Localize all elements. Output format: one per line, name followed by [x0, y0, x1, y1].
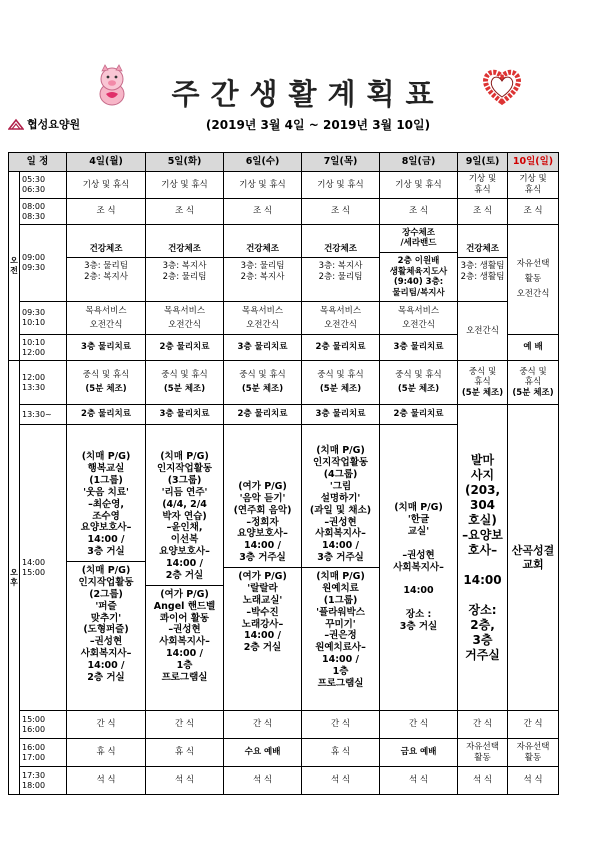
- cell-morning-sun: 자유선택 활동 오전간식: [508, 225, 559, 335]
- cell-lunch-sat: 중식 및 휴식 (5분 체조): [458, 361, 508, 405]
- cell-afternoon-wed: (여가 P/G) '음악 듣기' (연주회 음악) –정희자 요양보호사– 14:00 / 3층 거주실 (여가 P/G) '랄랄라 노래교실' –박수진 노래강사– 14:00 / 2층 거실: [224, 425, 302, 711]
- cell-bath-wed: 목욕서비스 오전간식: [224, 302, 302, 335]
- time-cell: 08:00 08:30: [20, 199, 67, 225]
- cell-exercise-fri: 장수체조 /세라밴드 2층 이원배 생활체육지도사 (9:40) 3층: 물리팀/복지사: [380, 225, 458, 302]
- cell-exercise-wed: 건강체조 3층: 물리팀 2층: 복지사: [224, 225, 302, 302]
- cell-snack-wed: 간 식: [224, 711, 302, 739]
- cell-dinner-sat: 석 식: [458, 767, 508, 795]
- org-logo: [8, 116, 80, 132]
- cell-snack-sun: 간 식: [508, 711, 559, 739]
- table-row: [9, 405, 559, 425]
- cell-dinner-mon: 석 식: [67, 767, 146, 795]
- cell-wake-fri: 기상 및 휴식: [380, 172, 458, 199]
- cell-lunch-fri: 중식 및 휴식 (5분 체조): [380, 361, 458, 405]
- column-header-sun: 10일(일): [508, 153, 559, 172]
- cell-lunch-wed: 중식 및 휴식 (5분 체조): [224, 361, 302, 405]
- time-cell: 14:00 15:00: [20, 425, 67, 711]
- cell-bath-sat: 오전간식: [458, 302, 508, 361]
- cell-physio-wed: 3층 물리치료: [224, 335, 302, 361]
- cell-snack-sat: 간 식: [458, 711, 508, 739]
- cell-wake-sun: 기상 및 휴식: [508, 172, 559, 199]
- column-header-wed: 6일(수): [224, 153, 302, 172]
- cell-afternoon-mon: (치매 P/G) 행복교실 (1그룹) '웃음 치료' –최순영, 조수영 요양보호사– 14:00 / 3층 거실 (치매 P/G) 인지작업활동 (2그룹) '퍼즐 맞추기' (도형퍼즐) –권성현 사회복지사– 14:00 / 2층 거실: [67, 425, 146, 711]
- cell-exercise-mon: 건강체조 3층: 물리팀 2층: 복지사: [67, 225, 146, 302]
- column-header-thu: 7일(목): [302, 153, 380, 172]
- cell-breakfast-tue: 조 식: [146, 199, 224, 225]
- column-header-tue: 5일(화): [146, 153, 224, 172]
- cell-physio2-tue: 3층 물리치료: [146, 405, 224, 425]
- cell-exercise-sat: 건강체조 3층: 생활팀 2층: 생활팀: [458, 225, 508, 302]
- cell-dinner-sun: 석 식: [508, 767, 559, 795]
- date-range: (2019년 3월 4일 ~ 2019년 3월 10일): [205, 118, 431, 132]
- cell-wake-wed: 기상 및 휴식: [224, 172, 302, 199]
- table-row: [9, 361, 559, 405]
- table-row: [9, 739, 559, 767]
- cell-evening-sat: 자유선택 활동: [458, 739, 508, 767]
- header-row: [9, 153, 559, 172]
- column-header-fri: 8일(금): [380, 153, 458, 172]
- cell-lunch-thu: 중식 및 휴식 (5분 체조): [302, 361, 380, 405]
- am-label: 오 전: [9, 172, 20, 361]
- cell-wake-sat: 기상 및 휴식: [458, 172, 508, 199]
- cell-physio-fri: 3층 물리치료: [380, 335, 458, 361]
- cell-exercise-thu: 건강체조 3층: 복지사 2층: 물리팀: [302, 225, 380, 302]
- cell-exercise-tue: 건강체조 3층: 복지사 2층: 물리팀: [146, 225, 224, 302]
- cell-physio2-thu: 3층 물리치료: [302, 405, 380, 425]
- time-cell: 13:30~: [20, 405, 67, 425]
- cell-lunch-sun: 중식 및 휴식 (5분 체조): [508, 361, 559, 405]
- table-row: [9, 711, 559, 739]
- cell-lunch-mon: 중식 및 휴식 (5분 체조): [67, 361, 146, 405]
- cell-snack-mon: 간 식: [67, 711, 146, 739]
- table-row: [9, 172, 559, 199]
- cell-dinner-thu: 석 식: [302, 767, 380, 795]
- column-header-mon: 4일(월): [67, 153, 146, 172]
- cell-breakfast-mon: 조 식: [67, 199, 146, 225]
- table-row: [9, 199, 559, 225]
- time-cell: 05:30 06:30: [20, 172, 67, 199]
- time-cell: 09:30 10:10: [20, 302, 67, 335]
- table-row: [9, 225, 559, 302]
- cell-physio2-fri: 2층 물리치료: [380, 405, 458, 425]
- cell-bath-thu: 목욕서비스 오전간식: [302, 302, 380, 335]
- cell-bath-fri: 목욕서비스 오전간식: [380, 302, 458, 335]
- cell-wake-thu: 기상 및 휴식: [302, 172, 380, 199]
- weekly-schedule-table: [8, 152, 559, 795]
- cell-breakfast-wed: 조 식: [224, 199, 302, 225]
- cell-breakfast-thu: 조 식: [302, 199, 380, 225]
- cell-worship-sun: 예 배: [508, 335, 559, 361]
- cell-snack-thu: 간 식: [302, 711, 380, 739]
- time-cell: 12:00 13:30: [20, 361, 67, 405]
- pig-mascot-icon: [92, 64, 132, 108]
- cell-evening-mon: 휴 식: [67, 739, 146, 767]
- time-cell: 15:00 16:00: [20, 711, 67, 739]
- org-name: 협성요양원: [27, 118, 81, 131]
- cell-bath-mon: 목욕서비스 오전간식: [67, 302, 146, 335]
- cell-evening-fri: 금요 예배: [380, 739, 458, 767]
- cell-afternoon-fri: (치매 P/G) '한글 교실' –권성현 사회복지사– 14:00 장소 : 3층 거실: [380, 425, 458, 711]
- time-cell: 09:00 09:30: [20, 225, 67, 302]
- cell-afternoon-sat: 발마 사지 (203, 304 호실) –요양보 호사– 14:00 장소: 2층, 3층 거주실: [458, 405, 508, 711]
- column-header-schedule: 일 정: [9, 153, 67, 172]
- cell-breakfast-sun: 조 식: [508, 199, 559, 225]
- cell-evening-thu: 휴 식: [302, 739, 380, 767]
- cell-dinner-wed: 석 식: [224, 767, 302, 795]
- cell-physio2-wed: 2층 물리치료: [224, 405, 302, 425]
- page-title: 주간생활계획표: [171, 77, 445, 111]
- org-logo-icon: [8, 118, 24, 130]
- column-header-sat: 9일(토): [458, 153, 508, 172]
- cell-dinner-tue: 석 식: [146, 767, 224, 795]
- cell-physio-thu: 2층 물리치료: [302, 335, 380, 361]
- cell-evening-wed: 수요 예배: [224, 739, 302, 767]
- cell-wake-mon: 기상 및 휴식: [67, 172, 146, 199]
- cell-wake-tue: 기상 및 휴식: [146, 172, 224, 199]
- time-cell: 10:10 12:00: [20, 335, 67, 361]
- cell-evening-sun: 자유선택 활동: [508, 739, 559, 767]
- time-cell: 17:30 18:00: [20, 767, 67, 795]
- cell-physio2-mon: 2층 물리치료: [67, 405, 146, 425]
- cell-dinner-fri: 석 식: [380, 767, 458, 795]
- cell-evening-tue: 휴 식: [146, 739, 224, 767]
- pm-label: 오 후: [9, 361, 20, 795]
- cell-snack-tue: 간 식: [146, 711, 224, 739]
- table-row: [9, 302, 559, 335]
- heart-wreath-icon: [482, 66, 522, 106]
- cell-breakfast-fri: 조 식: [380, 199, 458, 225]
- cell-physio-mon: 3층 물리치료: [67, 335, 146, 361]
- cell-afternoon-thu: (치매 P/G) 인지작업활동 (4그룹) '그림 설명하기' (과일 및 채소) –권성현 사회복지사– 14:00 / 3층 거주실 (치매 P/G) 원예치료 (1그룹) '플라워박스 꾸미기' –권은정 원예치료사– 14:00 / 1층 프로그램실: [302, 425, 380, 711]
- time-cell: 16:00 17:00: [20, 739, 67, 767]
- cell-bath-tue: 목욕서비스 오전간식: [146, 302, 224, 335]
- cell-lunch-tue: 중식 및 휴식 (5분 체조): [146, 361, 224, 405]
- cell-snack-fri: 간 식: [380, 711, 458, 739]
- cell-afternoon-sun: 산곡성결 교회: [508, 405, 559, 711]
- cell-physio-tue: 2층 물리치료: [146, 335, 224, 361]
- cell-afternoon-tue: (치매 P/G) 인지작업활동 (3그룹) '리듬 연주' (4/4, 2/4 박자 연습) –윤인채, 이선복 요양보호사– 14:00 / 2층 거실 (여가 P/G) Angel 핸드벨 콰이어 활동 –권성현 사회복지사– 14:00 / 1층 프로그램실: [146, 425, 224, 711]
- cell-breakfast-sat: 조 식: [458, 199, 508, 225]
- table-row: [9, 767, 559, 795]
